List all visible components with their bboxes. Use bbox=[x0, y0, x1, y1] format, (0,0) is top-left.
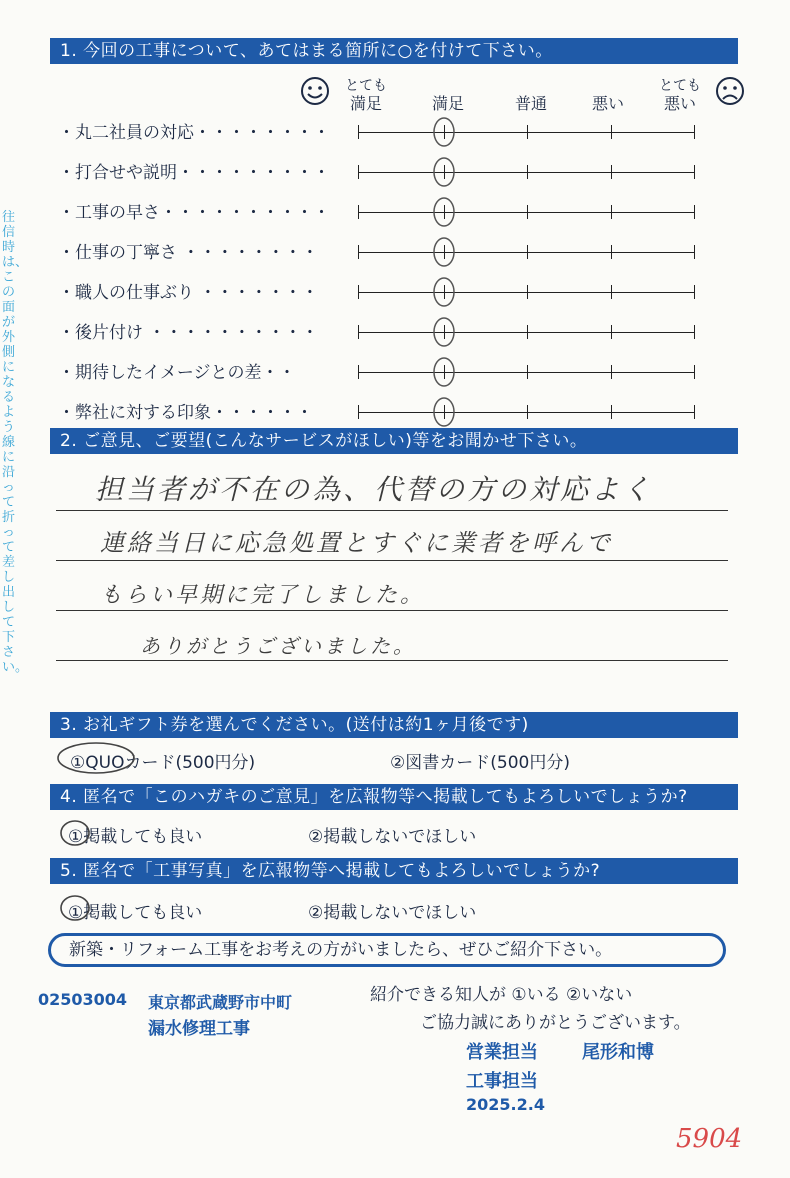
rating-tick[interactable] bbox=[694, 205, 695, 219]
customer-code: 02503004 bbox=[38, 990, 128, 1009]
rating-tick[interactable] bbox=[527, 365, 528, 379]
sales-name: 尾形和博 bbox=[582, 1042, 654, 1063]
rating-scale-line bbox=[358, 132, 694, 133]
rating-tick[interactable] bbox=[358, 125, 359, 139]
hand-circle-mark bbox=[431, 395, 457, 429]
customer-location: 東京都武蔵野市中町 bbox=[148, 993, 293, 1012]
rating-tick[interactable] bbox=[694, 405, 695, 419]
rating-tick[interactable] bbox=[611, 285, 612, 299]
hand-circle-mark bbox=[431, 315, 457, 349]
rating-tick[interactable] bbox=[358, 365, 359, 379]
construction-label: 工事担当 bbox=[466, 1071, 538, 1092]
rating-scale-line bbox=[358, 292, 694, 293]
q3-title-bar: 3. お礼ギフト券を選んでください。(送付は約1ヶ月後です) bbox=[50, 712, 738, 738]
referral-question: 紹介できる知人が ①いる ②いない bbox=[370, 985, 633, 1005]
comment-line-2: 連絡当日に応急処置とすぐに業者を呼んで bbox=[100, 529, 613, 557]
rating-tick[interactable] bbox=[694, 285, 695, 299]
q4-title-bar: 4. 匿名で「このハガキのご意見」を広報物等へ掲載してもよろしいでしょうか? bbox=[50, 784, 738, 810]
rating-tick[interactable] bbox=[527, 405, 528, 419]
hand-circle-mark bbox=[431, 275, 457, 309]
q1-item-label: ・期待したイメージとの差・・ bbox=[58, 363, 296, 383]
q1-item-label: ・丸二社員の対応・・・・・・・・ bbox=[58, 123, 330, 143]
q1-title-bar: 1. 今回の工事について、あてはまる箇所に○を付けて下さい。 bbox=[50, 38, 738, 64]
writing-line bbox=[56, 560, 728, 561]
stamp-number: 5904 bbox=[676, 1124, 743, 1154]
comment-line-1: 担当者が不在の為、代替の方の対応よく bbox=[95, 473, 654, 506]
q2-title-bar: 2. ご意見、ご要望(こんなサービスがほしい)等をお聞かせ下さい。 bbox=[50, 428, 738, 454]
q4-option-deny[interactable]: ②掲載しないでほしい bbox=[308, 827, 477, 847]
rating-tick[interactable] bbox=[611, 205, 612, 219]
side-fold-note: 往信時は、この面が外側になるよう線に沿って折って差し出して下さい。 bbox=[2, 210, 29, 675]
hand-circle-mark bbox=[431, 155, 457, 189]
q1-item-label: ・職人の仕事ぶり ・・・・・・・ bbox=[58, 283, 319, 303]
rating-tick[interactable] bbox=[527, 245, 528, 259]
smiley-face-icon bbox=[300, 76, 330, 106]
rating-tick[interactable] bbox=[527, 205, 528, 219]
col-bad: 悪い bbox=[591, 94, 624, 113]
comment-line-3: もらい早期に完了しました。 bbox=[100, 583, 426, 608]
rating-scale-line bbox=[358, 332, 694, 333]
rating-tick[interactable] bbox=[527, 165, 528, 179]
q1-item-label: ・工事の早さ・・・・・・・・・・ bbox=[58, 203, 330, 223]
writing-line bbox=[56, 610, 728, 611]
q3-option-book[interactable]: ②図書カード(500円分) bbox=[390, 753, 570, 773]
writing-line bbox=[56, 510, 728, 511]
survey-date: 2025.2.4 bbox=[466, 1095, 545, 1114]
rating-tick[interactable] bbox=[611, 405, 612, 419]
rating-scale-line bbox=[358, 372, 694, 373]
rating-tick[interactable] bbox=[694, 325, 695, 339]
rating-scale-line bbox=[358, 212, 694, 213]
hand-circle-mark bbox=[431, 355, 457, 389]
hand-circle-mark bbox=[52, 738, 142, 780]
rating-tick[interactable] bbox=[694, 125, 695, 139]
rating-tick[interactable] bbox=[694, 165, 695, 179]
rating-tick[interactable] bbox=[611, 125, 612, 139]
col-very-satisfied: とても 満足 bbox=[345, 78, 387, 113]
rating-tick[interactable] bbox=[611, 365, 612, 379]
q5-option-deny[interactable]: ②掲載しないでほしい bbox=[308, 903, 477, 923]
rating-tick[interactable] bbox=[611, 245, 612, 259]
rating-tick[interactable] bbox=[527, 325, 528, 339]
rating-tick[interactable] bbox=[358, 205, 359, 219]
rating-tick[interactable] bbox=[358, 245, 359, 259]
q3-option-quo[interactable]: ①QUOカード(500円分) bbox=[70, 753, 256, 773]
referral-banner: 新築・リフォーム工事をお考えの方がいましたら、ぜひご紹介下さい。 bbox=[48, 933, 726, 967]
rating-tick[interactable] bbox=[358, 165, 359, 179]
hand-circle-mark bbox=[58, 893, 92, 923]
q5-title-bar: 5. 匿名で「工事写真」を広報物等へ掲載してもよろしいでしょうか? bbox=[50, 858, 738, 884]
rating-tick[interactable] bbox=[527, 125, 528, 139]
col-neutral: 普通 bbox=[514, 94, 547, 113]
q1-item-label: ・弊社に対する印象・・・・・・ bbox=[58, 403, 313, 423]
q1-item-label: ・仕事の丁寧さ ・・・・・・・・ bbox=[58, 243, 319, 263]
sales-label: 営業担当 bbox=[466, 1042, 538, 1063]
rating-scale-line bbox=[358, 412, 694, 413]
hand-circle-mark bbox=[431, 115, 457, 149]
work-type: 漏水修理工事 bbox=[148, 1019, 250, 1039]
q1-item-label: ・打合せや説明・・・・・・・・・ bbox=[58, 163, 330, 183]
hand-circle-mark bbox=[58, 818, 92, 848]
col-satisfied: 満足 bbox=[431, 94, 464, 113]
rating-tick[interactable] bbox=[358, 285, 359, 299]
q1-item-label: ・後片付け ・・・・・・・・・・ bbox=[58, 323, 319, 343]
q5-option-allow[interactable]: ①掲載しても良い bbox=[68, 903, 203, 923]
rating-tick[interactable] bbox=[611, 165, 612, 179]
sad-face-icon bbox=[715, 76, 745, 106]
rating-tick[interactable] bbox=[358, 405, 359, 419]
col-very-bad: とても 悪い bbox=[659, 78, 701, 113]
rating-tick[interactable] bbox=[358, 325, 359, 339]
rating-tick[interactable] bbox=[527, 285, 528, 299]
rating-tick[interactable] bbox=[611, 325, 612, 339]
hand-circle-mark bbox=[431, 235, 457, 269]
rating-tick[interactable] bbox=[694, 245, 695, 259]
writing-line bbox=[56, 660, 728, 661]
rating-scale-line bbox=[358, 172, 694, 173]
q4-option-allow[interactable]: ①掲載しても良い bbox=[68, 827, 203, 847]
thanks-text: ご協力誠にありがとうございます。 bbox=[420, 1013, 691, 1033]
hand-circle-mark bbox=[431, 195, 457, 229]
rating-tick[interactable] bbox=[694, 365, 695, 379]
comment-line-4: ありがとうございました。 bbox=[140, 634, 416, 658]
rating-scale-line bbox=[358, 252, 694, 253]
